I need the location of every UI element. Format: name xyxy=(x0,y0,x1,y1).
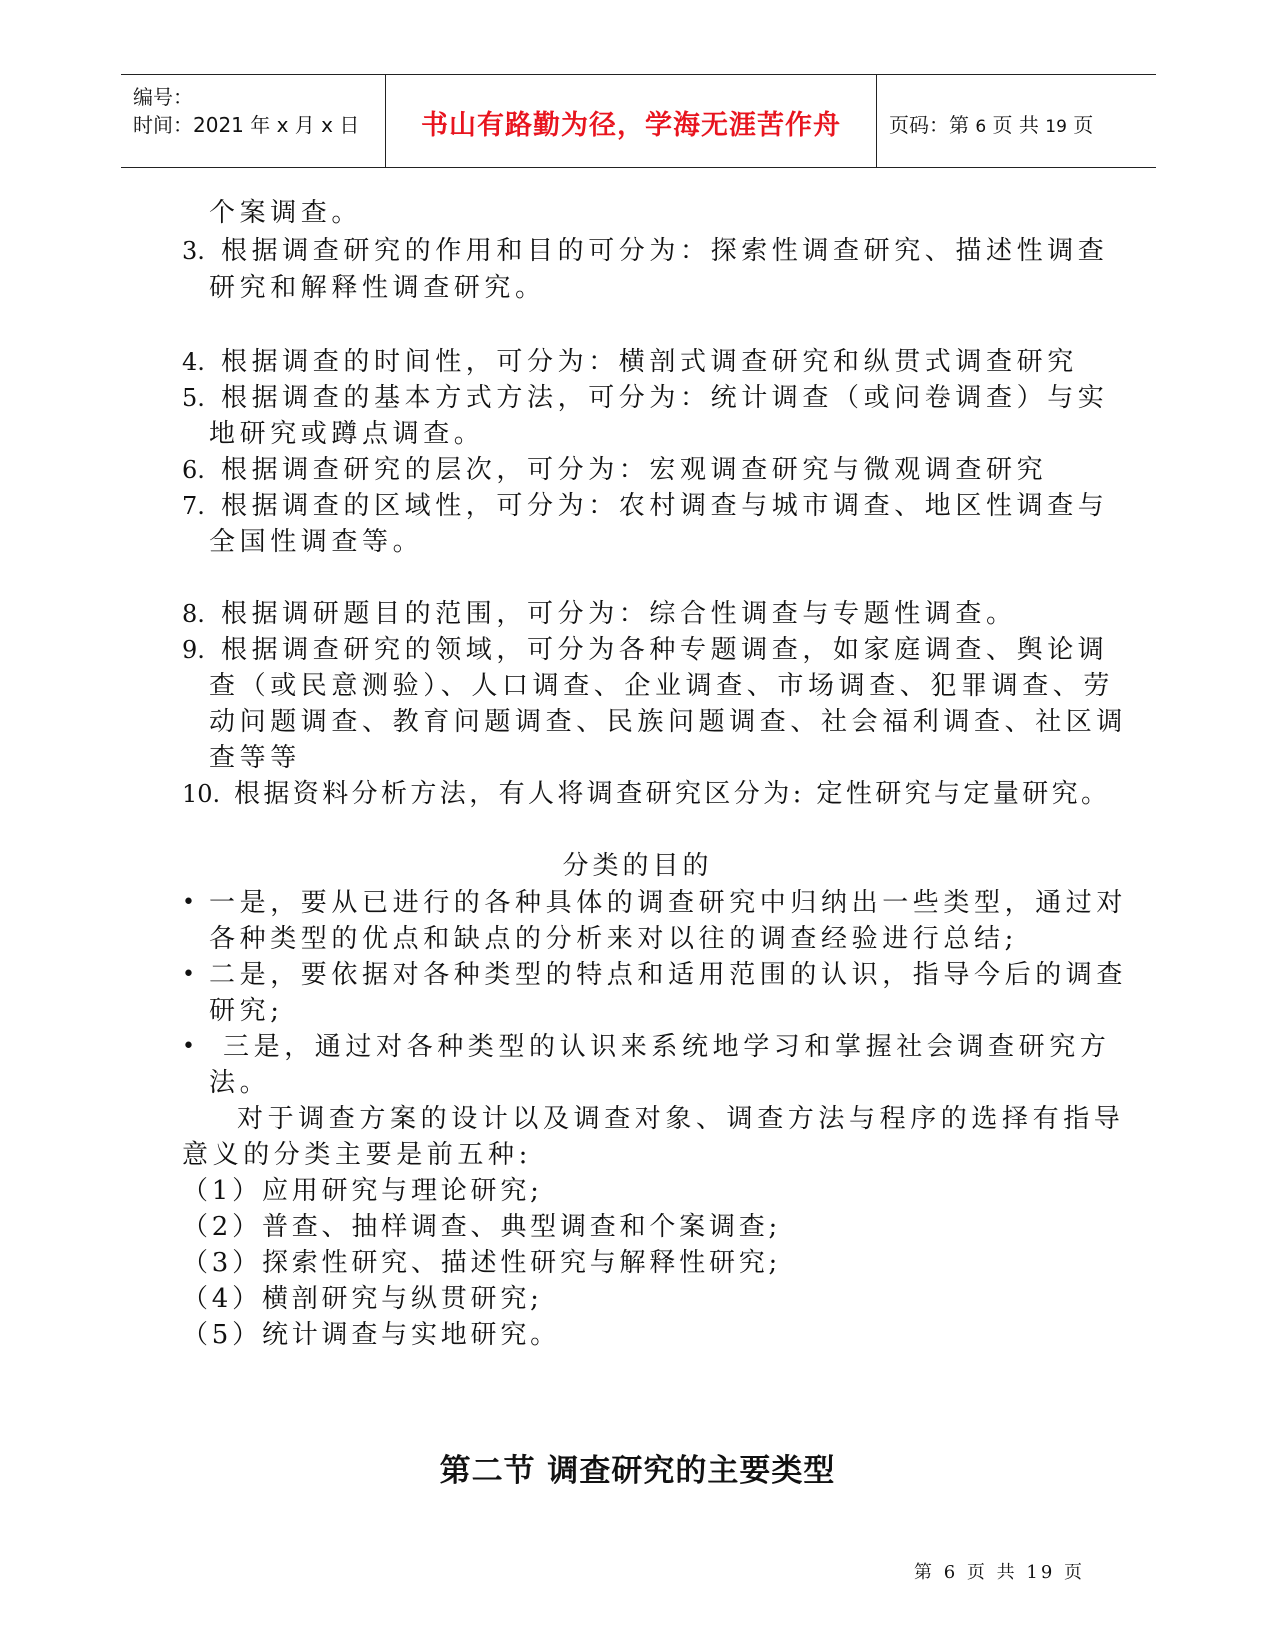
text-line: 三是，通过对各种类型的认识来系统地学习和掌握社会调查研究方 xyxy=(223,1032,1111,1062)
bullet-icon: • xyxy=(182,890,195,915)
text-line: 研究和解释性调查研究。 xyxy=(209,273,546,303)
page-prefix: 页码：第 xyxy=(889,113,969,137)
list-number: 3. xyxy=(182,237,205,265)
text-line: 全国性调查等。 xyxy=(209,527,424,557)
header-meta-cell xyxy=(121,75,386,167)
page-header xyxy=(121,74,1156,168)
list-item: （4）横剖研究与纵贯研究; xyxy=(182,1284,543,1314)
list-number: 4. xyxy=(182,348,205,376)
text-line: 根据调查的时间性，可分为：横剖式调查研究和纵贯式调查研究 xyxy=(221,347,1078,377)
text-line: 二是，要依据对各种类型的特点和适用范围的认识，指导今后的调查 xyxy=(209,960,1128,990)
bullet-icon: • xyxy=(182,1034,195,1059)
motto: 书山有路勤为径，学海无涯苦作舟 xyxy=(421,110,841,141)
page-footer: 第 6 页 共 19 页 xyxy=(914,1562,1085,1583)
text-line: 查（或民意测验）、人口调查、企业调查、市场调查、犯罪调查、劳 xyxy=(209,671,1115,701)
text-line: 根据调研题目的范围，可分为：综合性调查与专题性调查。 xyxy=(221,599,1017,629)
text-line: 动问题调查、教育问题调查、民族问题调查、社会福利调查、社区调 xyxy=(209,707,1128,737)
text-line: 个案调查。 xyxy=(209,198,363,228)
page-number: 6 xyxy=(975,117,987,137)
page-total: 19 xyxy=(1045,117,1067,137)
text-line: 根据调查的基本方式方法，可分为：统计调查（或问卷调查）与实 xyxy=(221,383,1109,413)
list-item: （1）应用研究与理论研究; xyxy=(182,1176,543,1206)
text-line: 根据调查研究的层次，可分为：宏观调查研究与微观调查研究 xyxy=(221,455,1048,485)
text-line: 查等等 xyxy=(209,743,301,773)
time-label: 时间：2021 年 x 月 x 日 xyxy=(133,113,360,137)
list-item: （2）普查、抽样调查、典型调查和个案调查; xyxy=(182,1212,782,1242)
list-number: 9. xyxy=(182,636,205,664)
text-line: 根据调查研究的作用和目的可分为：探索性调查研究、描述性调查 xyxy=(221,236,1109,266)
purpose-heading: 分类的目的 xyxy=(562,851,713,881)
list-number: 7. xyxy=(182,492,205,520)
header-page-cell xyxy=(877,75,1156,167)
list-number: 8. xyxy=(182,600,205,628)
header-motto-cell xyxy=(386,75,877,167)
text-line: 意义的分类主要是前五种: xyxy=(182,1140,532,1170)
list-number: 6. xyxy=(182,456,205,484)
text-line: 对于调查方案的设计以及调查对象、调查方法与程序的选择有指导 xyxy=(237,1104,1125,1134)
serial-label: 编号： xyxy=(133,85,193,109)
section-title: 第二节 调查研究的主要类型 xyxy=(439,1453,836,1489)
text-line: 根据调查的区域性，可分为：农村调查与城市调查、地区性调查与 xyxy=(221,491,1109,521)
text-line: 一是，要从已进行的各种具体的调查研究中归纳出一些类型，通过对 xyxy=(209,888,1128,918)
list-item: （5）统计调查与实地研究。 xyxy=(182,1320,560,1350)
text-line: 地研究或蹲点调查。 xyxy=(209,419,485,449)
page-indicator xyxy=(889,109,1093,138)
list-number: 5. xyxy=(182,384,205,412)
list-number: 10. xyxy=(182,780,221,808)
list-item: （3）探索性研究、描述性研究与解释性研究; xyxy=(182,1248,782,1278)
text-line: 各种类型的优点和缺点的分析来对以往的调查经验进行总结; xyxy=(209,924,1018,954)
text-line: 法。 xyxy=(209,1068,271,1098)
text-line: 根据资料分析方法，有人将调查研究区分为: 定性研究与定量研究。 xyxy=(234,779,1111,809)
page-mid: 页 共 xyxy=(992,113,1039,137)
text-line: 根据调查研究的领域，可分为各种专题调查，如家庭调查、舆论调 xyxy=(221,635,1109,665)
bullet-icon: • xyxy=(182,962,195,987)
page-suffix: 页 xyxy=(1073,113,1094,137)
text-line: 研究; xyxy=(209,996,284,1026)
